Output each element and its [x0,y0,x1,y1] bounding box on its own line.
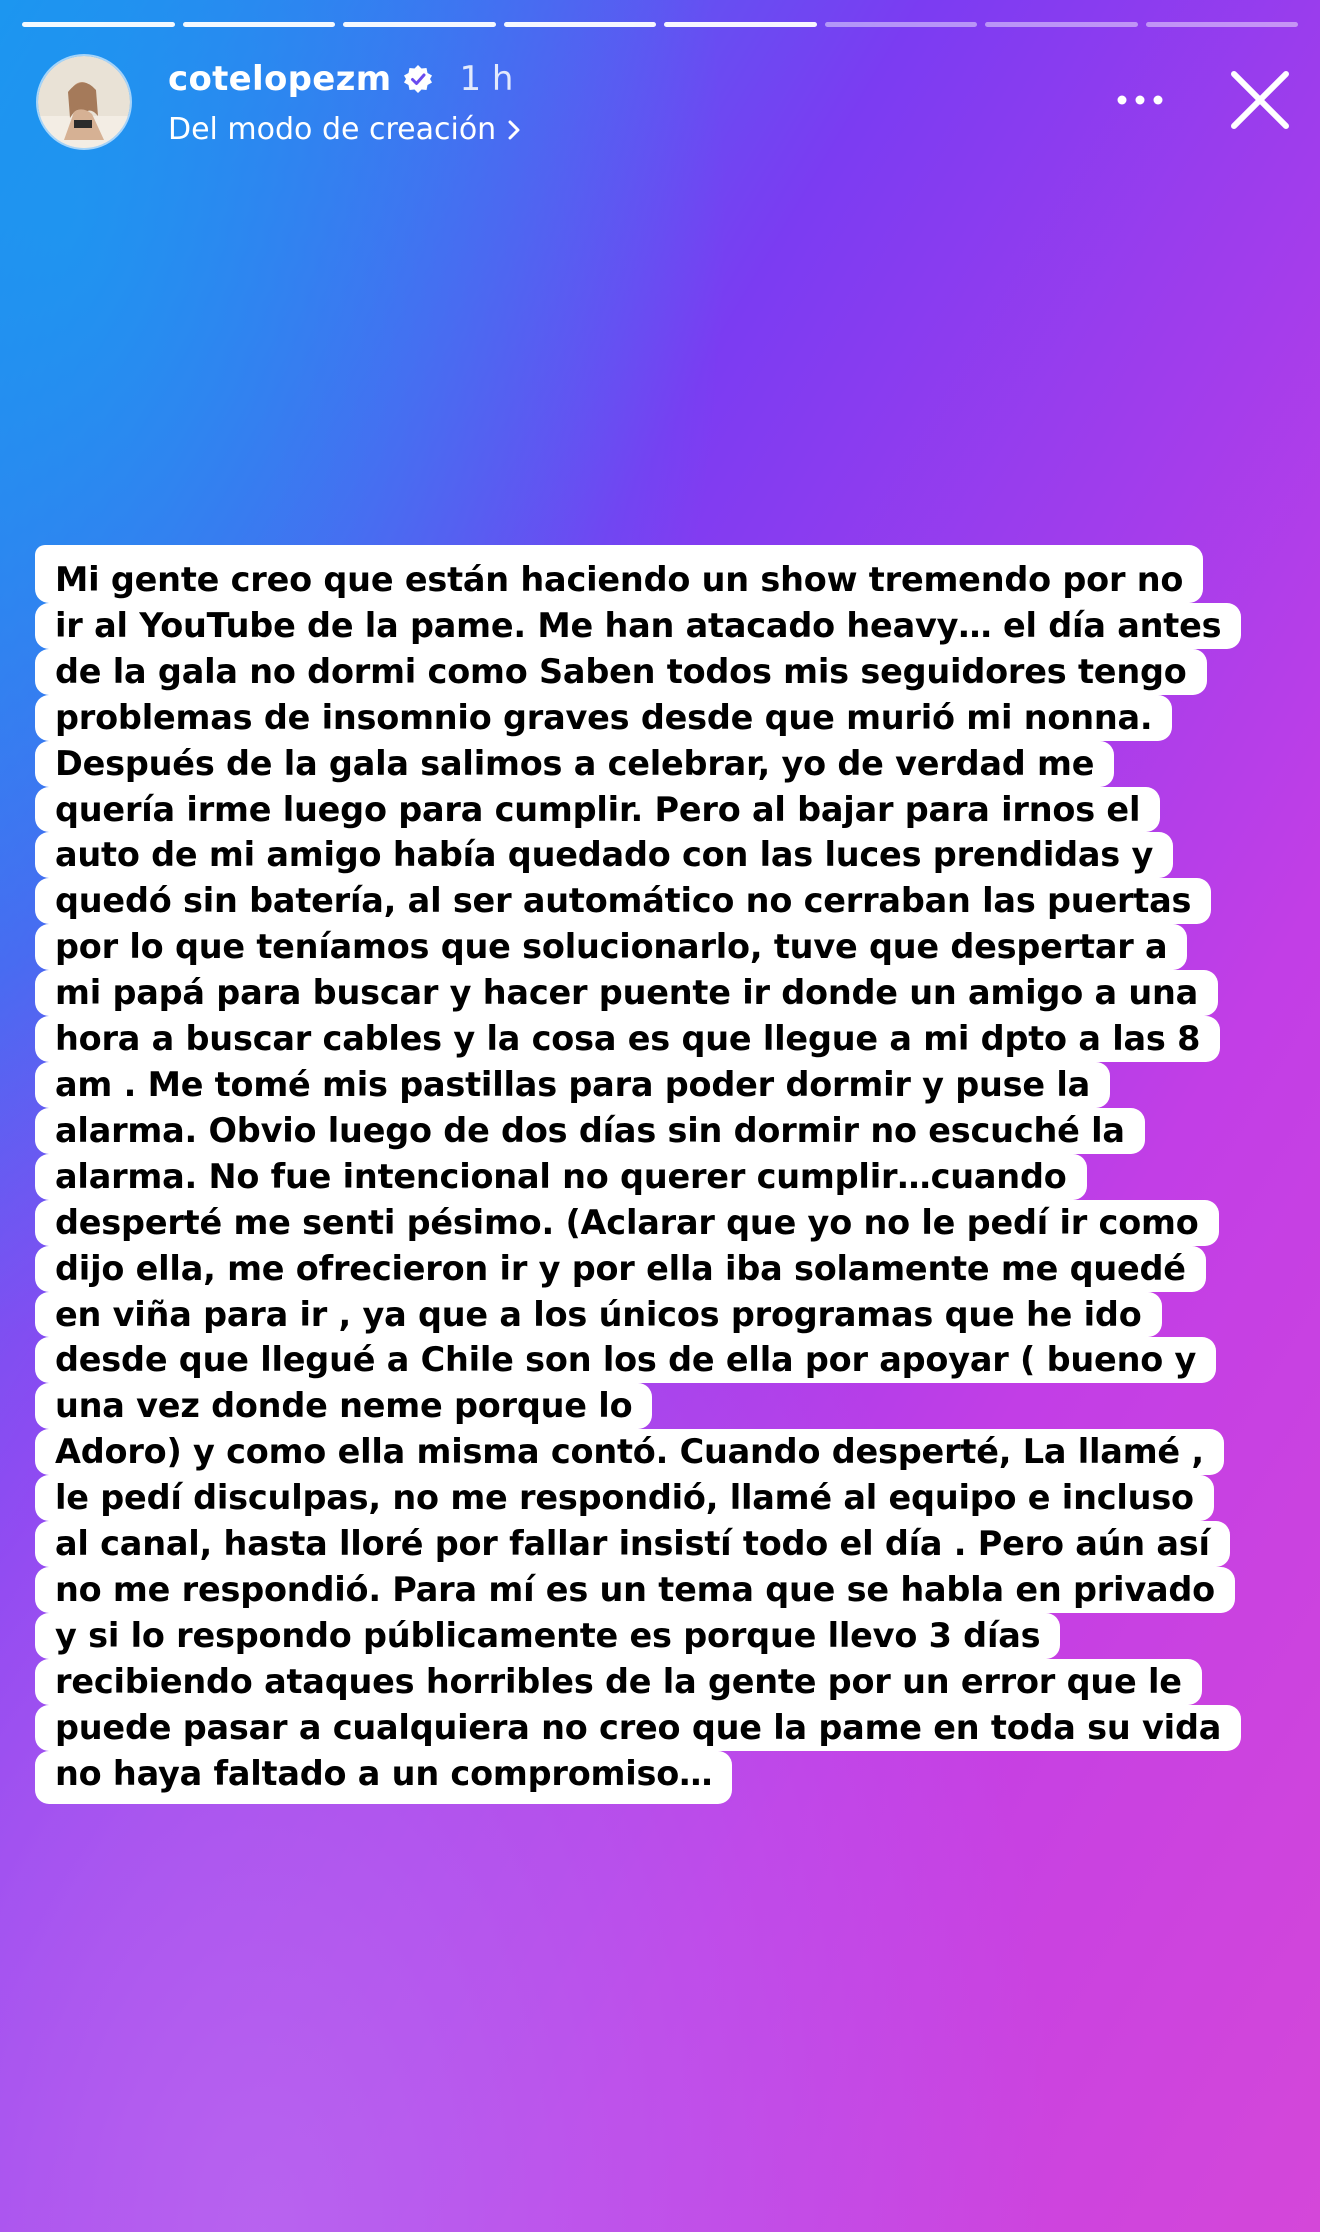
story-progress-bar [22,22,1298,27]
chevron-right-icon [506,119,522,141]
story-text-line: alarma. No fue intencional no querer cumplir…cuando [35,1154,1087,1200]
story-text-line: en viña para ir , ya que a los únicos programas que he ido [35,1292,1162,1338]
progress-segment [343,22,496,27]
story-text-line: mi papá para buscar y hacer puente ir donde un amigo a una [35,970,1218,1016]
progress-segment [825,22,978,27]
story-text-line: alarma. Obvio luego de dos días sin dormir no escuché la [35,1108,1145,1154]
progress-segment [22,22,175,27]
story-text-line: por lo que teníamos que solucionarlo, tuve que despertar a [35,924,1187,970]
story-text-line: auto de mi amigo había quedado con las luces prendidas y [35,832,1173,878]
creation-mode-link[interactable] [168,112,522,147]
story-text-line: quedó sin batería, al ser automático no cerraban las puertas [35,878,1211,924]
progress-segment [183,22,336,27]
story-text-line: desde que llegué a Chile son los de ella por apoyar ( bueno y [35,1337,1216,1383]
story-text-line: quería irme luego para cumplir. Pero al bajar para irnos el [35,787,1160,833]
story-text-line: una vez donde neme porque lo [35,1383,652,1429]
story-text-line: am . Me tomé mis pastillas para poder dormir y puse la [35,1062,1110,1108]
close-button[interactable] [1228,68,1292,132]
creation-mode-label: Del modo de creación [168,112,497,147]
story-text-line: y si lo respondo públicamente es porque llevo 3 días [35,1613,1060,1659]
story-text-line: desperté me senti pésimo. (Aclarar que yo no le pedí ir como [35,1200,1219,1246]
story-text-line: no haya faltado a un compromiso… [35,1751,732,1805]
progress-segment [1146,22,1299,27]
story-text-line: puede pasar a cualquiera no creo que la pame en toda su vida [35,1705,1241,1751]
story-text-line: hora a buscar cables y la cosa es que llegue a mi dpto a las 8 [35,1016,1220,1062]
story-text-line: Adoro) y como ella misma contó. Cuando desperté, La llamé , [35,1429,1224,1475]
story-text-line: al canal, hasta lloré por fallar insistí todo el día . Pero aún así [35,1521,1230,1567]
story-text-block [55,545,1275,1804]
more-options-icon [1110,80,1170,120]
avatar-image [38,56,132,150]
post-time: 1 h [459,59,514,99]
story-text-line: Mi gente creo que están haciendo un show tremendo por no [35,545,1203,603]
username[interactable]: cotelopezm [168,59,392,99]
story-text-line: de la gala no dormi como Saben todos mis seguidores tengo [35,649,1207,695]
story-text-line: ir al YouTube de la pame. Me han atacado heavy… el día antes [35,603,1241,649]
story-text-line: recibiendo ataques horribles de la gente por un error que le [35,1659,1202,1705]
story-text-line: Después de la gala salimos a celebrar, yo de verdad me [35,741,1114,787]
progress-segment [504,22,657,27]
story-text-line: le pedí disculpas, no me respondió, llamé al equipo e incluso [35,1475,1214,1521]
more-options-button[interactable] [1110,80,1170,120]
progress-segment [664,22,817,27]
close-icon [1228,68,1292,132]
story-text-line: no me respondió. Para mí es un tema que se habla en privado [35,1567,1235,1613]
story-header [168,56,522,147]
verified-badge-icon [403,64,433,94]
progress-segment [985,22,1138,27]
avatar[interactable] [36,54,132,150]
story-text-line: dijo ella, me ofrecieron ir y por ella iba solamente me quedé [35,1246,1206,1292]
story-text-line: problemas de insomnio graves desde que murió mi nonna. [35,695,1172,741]
